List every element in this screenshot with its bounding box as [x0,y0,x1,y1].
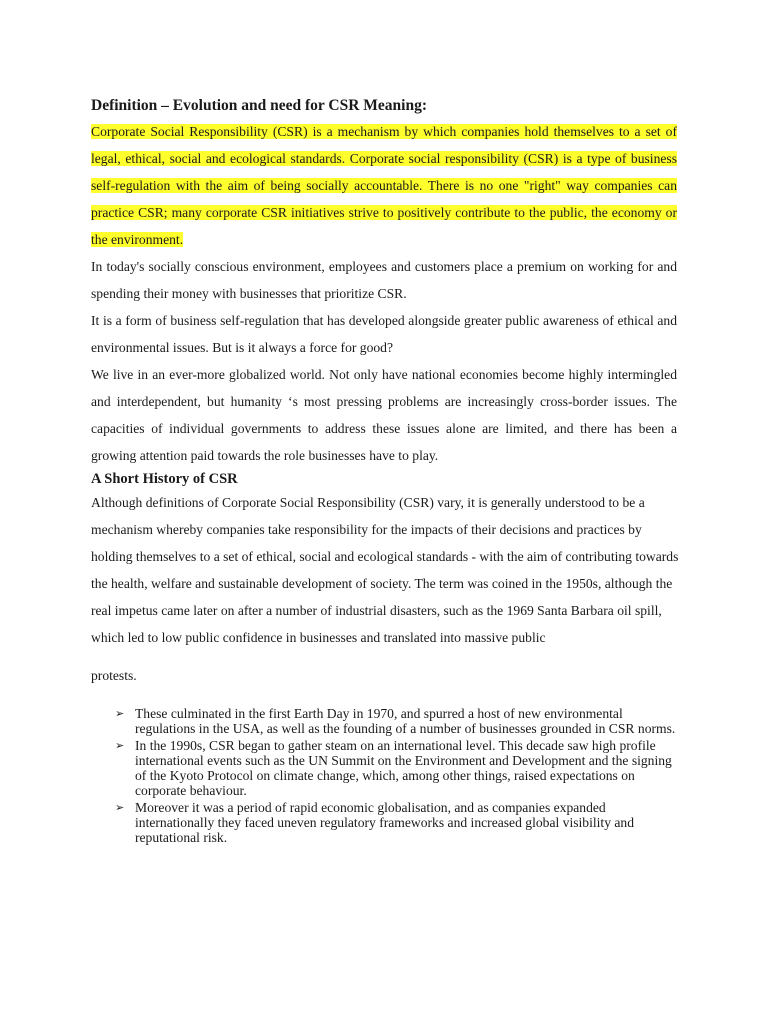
bullet-list [115,706,680,847]
highlighted-paragraph [91,118,677,253]
list-item [115,800,680,846]
section-heading-history: A Short History of CSR [91,471,238,487]
paragraph-history: Although definitions of Corporate Social Responsibility (CSR) vary, it is generally understood to be a mechanism whereby companies take responsibility for the impacts of their decisions and practices by holding themselves to a set of ethical, social and ecological standards - with the aim of contributing towards the health, welfare and sustainable development of society. The term was coined in the 1950s, although the real impetus came later on after a number of industrial disasters, such as the 1969 Santa Barbara oil spill, which led to low public confidence in businesses and translated into massive public [91,495,679,645]
paragraph-globalized-world: We live in an ever-more globalized world. Not only have national economies become highly intermingled and interdependent, but humanity ‘s most pressing problems are increasingly cross-border issues. The capacities of individual governments to address these issues alone are limited, and there has been a growing attention paid towards the role businesses have to play. [91,367,677,463]
paragraph-employees: In today's socially conscious environment, employees and customers place a premium on working for and spending their money with businesses that prioritize CSR. [91,259,677,301]
bullet-text: These culminated in the first Earth Day in 1970, and spurred a host of new environmental regulations in the USA, as well as the founding of a number of businesses grounded in CSR norms. [135,706,676,737]
arrow-bullet-icon: ➢ [115,707,125,720]
arrow-bullet-icon: ➢ [115,738,125,752]
highlight-text: Corporate Social Responsibility (CSR) is a mechanism by which companies hold themselves to a set of legal, ethical, social and ecological standards. Corporate social responsibility (CSR) is a type of business self-regulation with the aim of being socially accountable. There is no one "right" way companies can practice CSR; many corporate CSR initiatives strive to positively contribute to the public, the economy or the environment. [91,124,677,247]
arrow-bullet-icon: ➢ [115,800,125,814]
protests-line: protests. [91,668,137,683]
list-item [115,738,680,799]
page-heading: Definition – Evolution and need for CSR Meaning: [91,97,428,114]
list-item [115,706,680,737]
bullet-text: In the 1990s, CSR began to gather steam on an international level. This decade saw high profile international events such as the UN Summit on the Environment and Development and the signing of the Kyoto Protocol on climate change, which, among other things, raised expectations on corporate behaviour. [135,737,672,799]
document-page [91,94,677,651]
paragraph-self-regulation: It is a form of business self-regulation that has developed alongside greater public awareness of ethical and environmental issues. But is it always a force for good? [91,313,677,355]
bullet-text: Moreover it was a period of rapid economic globalisation, and as companies expanded internationally they faced uneven regulatory frameworks and increased global visibility and reputational risk. [135,799,635,846]
